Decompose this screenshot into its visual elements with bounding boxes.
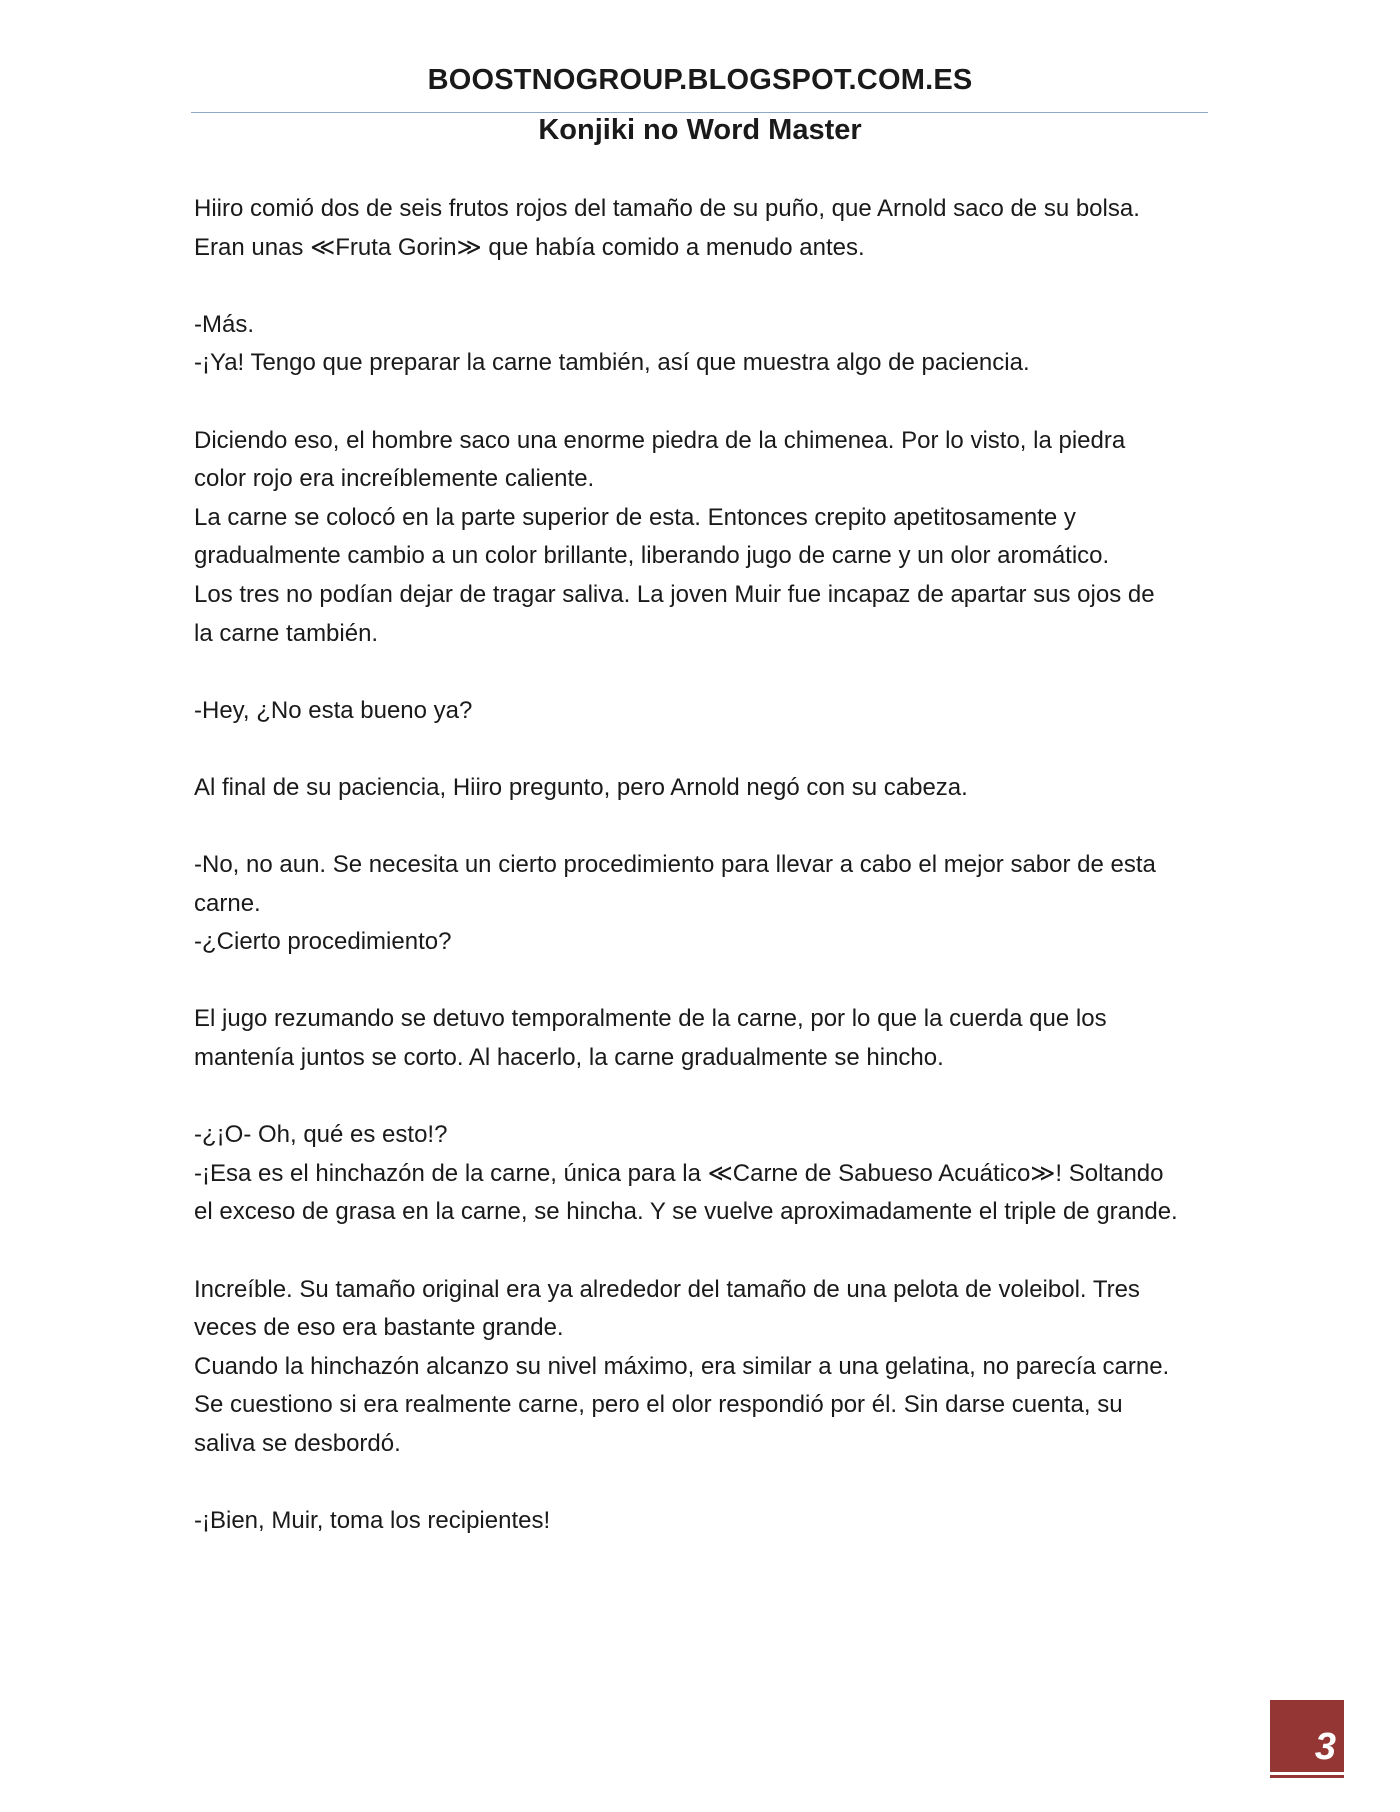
text-line: Los tres no podían dejar de tragar saliva. La joven Muir fue incapaz de apartar sus ojos de [194,580,1155,608]
text-line: -¿¡O- Oh, qué es esto!? [194,1121,448,1149]
text-line: saliva se desbordó. [194,1430,401,1457]
blank-line [194,808,1224,847]
document-body [194,190,1224,1541]
header-divider [191,112,1208,113]
page-number-box [1270,1700,1344,1772]
text-line: el exceso de grasa en la carne, se hincha. Y se vuelve aproximadamente el triple de grande. [194,1198,1178,1226]
page-header-title: Konjiki no Word Master [538,114,862,146]
blank-line [194,962,1224,1001]
text-line: color rojo era increíblemente caliente. [194,465,595,493]
text-line: gradualmente cambio a un color brillante, liberando jugo de carne y un olor aromático. [194,542,1110,570]
text-line: -¡Bien, Muir, toma los recipientes! [194,1507,551,1535]
text-line: carne. [194,889,261,917]
text-line: Hiiro comió dos de seis frutos rojos del tamaño de su puño, que Arnold saco de su bolsa. [194,195,1140,222]
text-line: mantenía juntos se corto. Al hacerlo, la carne gradualmente se hincho. [194,1044,944,1072]
blank-line [194,1232,1224,1271]
text-line: -¿Cierto procedimiento? [194,928,452,956]
blank-line [194,383,1224,422]
page-number-underline [1270,1775,1344,1778]
page-number: 3 [1314,1726,1336,1768]
blank-line [194,730,1224,769]
text-line: Al final de su paciencia, Hiiro pregunto, pero Arnold negó con su cabeza. [194,773,968,801]
text-line: -Más. [194,310,254,338]
blank-line [194,1464,1224,1503]
blank-line [194,1078,1224,1117]
text-line: Eran unas ≪Fruta Gorin≫ que había comido a menudo antes. [194,233,865,261]
page-header-site: BOOSTNOGROUP.BLOGSPOT.COM.ES [427,64,973,96]
text-line: Cuando la hinchazón alcanzo su nivel máximo, era similar a una gelatina, no parecía carne. [194,1352,1170,1380]
text-line: Increíble. Su tamaño original era ya alrededor del tamaño de una pelota de voleibol. Tres [194,1275,1140,1303]
text-line: -No, no aun. Se necesita un cierto procedimiento para llevar a cabo el mejor sabor de esta [194,851,1156,879]
text-line: -¡Esa es el hinchazón de la carne, única para la ≪Carne de Sabueso Acuático≫! Soltando [194,1159,1164,1187]
text-line: la carne también. [194,619,379,647]
text-line: La carne se colocó en la parte superior de esta. Entonces crepito apetitosamente y [194,503,1076,531]
text-line: -¡Ya! Tengo que preparar la carne también, así que muestra algo de paciencia. [194,349,1030,377]
blank-line [194,267,1224,306]
text-line: Diciendo eso, el hombre saco una enorme piedra de la chimenea. Por lo visto, la piedra [194,426,1126,454]
text-line: El jugo rezumando se detuvo temporalmente de la carne, por lo que la cuerda que los [194,1005,1107,1033]
text-line: veces de eso era bastante grande. [194,1314,564,1342]
text-line: Se cuestiono si era realmente carne, pero el olor respondió por él. Sin darse cuenta, su [194,1391,1123,1419]
blank-line [194,653,1224,692]
text-line: -Hey, ¿No esta bueno ya? [194,696,473,724]
